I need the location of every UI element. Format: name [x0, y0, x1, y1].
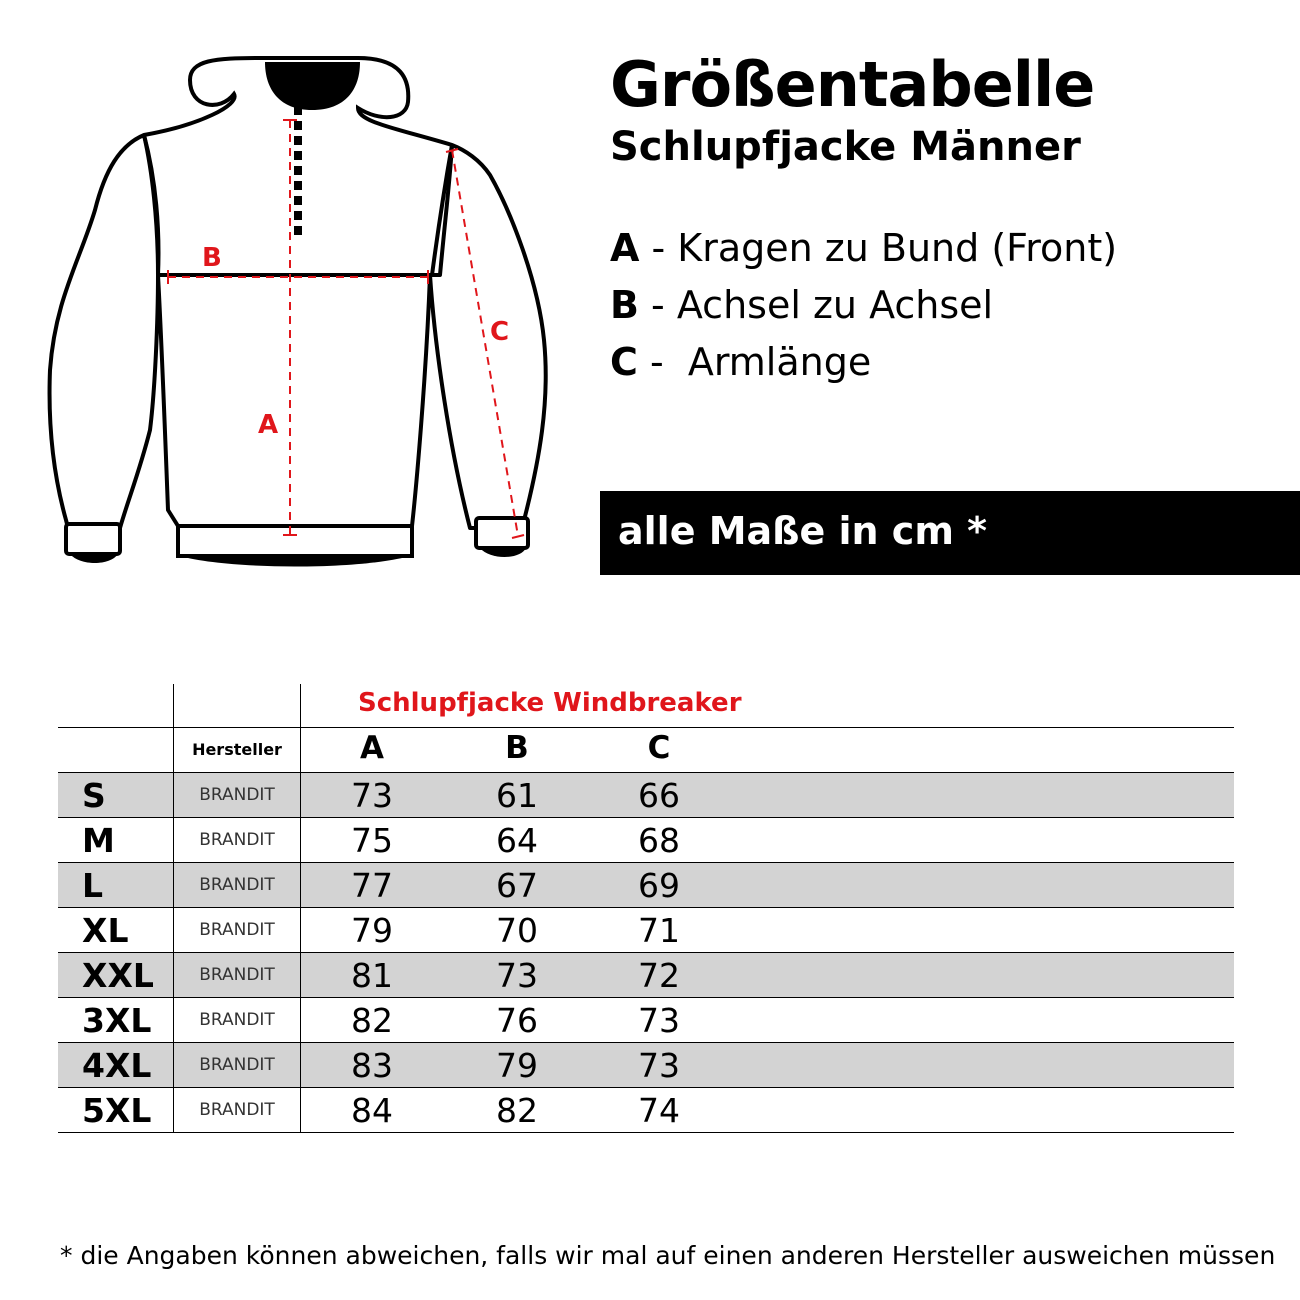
size-cell: M — [82, 821, 115, 860]
legend-sep: - — [638, 283, 677, 327]
table-row — [58, 863, 1234, 908]
maker-cell: BRANDIT — [199, 830, 275, 850]
size-cell: 3XL — [82, 1001, 152, 1040]
divider — [173, 684, 174, 1133]
maker-cell: BRANDIT — [199, 1055, 275, 1075]
legend-item-c — [610, 340, 871, 384]
value-c-cell: 71 — [638, 911, 680, 950]
maker-cell: BRANDIT — [199, 1010, 275, 1030]
units-banner — [600, 491, 1300, 575]
size-cell: XXL — [82, 956, 154, 995]
value-c-cell: 73 — [638, 1001, 680, 1040]
value-a-cell: 75 — [351, 821, 393, 860]
legend-sep: - — [639, 226, 678, 270]
value-c-cell: 69 — [638, 866, 680, 905]
maker-cell: BRANDIT — [199, 920, 275, 940]
size-cell: 4XL — [82, 1046, 152, 1085]
units-banner-text: alle Maße in cm * — [618, 509, 988, 553]
value-a-cell: 77 — [351, 866, 393, 905]
size-cell: S — [82, 776, 106, 815]
maker-cell: BRANDIT — [199, 1100, 275, 1120]
legend-key: A — [610, 226, 640, 270]
legend-item-b — [610, 283, 993, 327]
waistband — [178, 526, 412, 556]
size-table — [58, 684, 1234, 1134]
value-b-cell: 67 — [496, 866, 538, 905]
divider — [58, 1132, 1234, 1133]
table-group-title: Schlupfjacke Windbreaker — [358, 688, 742, 718]
table-row — [58, 998, 1234, 1043]
diagram-label-a: A — [258, 410, 279, 440]
value-b-cell: 76 — [496, 1001, 538, 1040]
size-cell: XL — [82, 911, 129, 950]
maker-cell: BRANDIT — [199, 875, 275, 895]
legend-key: B — [610, 283, 639, 327]
value-b-cell: 70 — [496, 911, 538, 950]
legend-item-a — [610, 226, 1117, 270]
table-row — [58, 818, 1234, 863]
maker-cell: BRANDIT — [199, 965, 275, 985]
value-c-cell: 72 — [638, 956, 680, 995]
diagram-label-b: B — [202, 243, 222, 273]
jacket-diagram — [40, 50, 560, 580]
footnote: * die Angaben können abweichen, falls wir mal auf einen anderen Hersteller ausweichen müssen — [60, 1241, 1276, 1270]
size-cell: 5XL — [82, 1091, 152, 1130]
left-cuff — [66, 524, 120, 554]
value-b-cell: 82 — [496, 1091, 538, 1130]
right-cuff — [476, 518, 528, 548]
legend-key: C — [610, 340, 638, 384]
size-cell: L — [82, 866, 104, 905]
table-row — [58, 908, 1234, 953]
column-header-c: C — [647, 730, 671, 766]
column-header-a: A — [360, 730, 384, 766]
value-a-cell: 83 — [351, 1046, 393, 1085]
legend-text: Kragen zu Bund (Front) — [677, 226, 1118, 270]
value-c-cell: 74 — [638, 1091, 680, 1130]
maker-column-header: Hersteller — [192, 740, 282, 759]
page-title: Größentabelle — [610, 48, 1095, 121]
column-header-b: B — [505, 730, 529, 766]
value-a-cell: 81 — [351, 956, 393, 995]
jacket-outline — [50, 135, 546, 528]
maker-cell: BRANDIT — [199, 785, 275, 805]
value-c-cell: 68 — [638, 821, 680, 860]
divider — [300, 684, 301, 1133]
value-b-cell: 64 — [496, 821, 538, 860]
legend-text: Achsel zu Achsel — [676, 283, 994, 327]
value-c-cell: 66 — [638, 776, 680, 815]
value-b-cell: 79 — [496, 1046, 538, 1085]
table-row — [58, 773, 1234, 818]
diagram-label-c: C — [490, 317, 510, 347]
value-c-cell: 73 — [638, 1046, 680, 1085]
legend-sep: - — [637, 340, 688, 384]
page-subtitle: Schlupfjacke Männer — [610, 124, 1081, 170]
value-b-cell: 61 — [496, 776, 538, 815]
table-row — [58, 1043, 1234, 1088]
value-a-cell: 79 — [351, 911, 393, 950]
legend-text: Armlänge — [687, 340, 872, 384]
value-a-cell: 73 — [351, 776, 393, 815]
table-row — [58, 953, 1234, 998]
value-b-cell: 73 — [496, 956, 538, 995]
table-row — [58, 1088, 1234, 1133]
value-a-cell: 84 — [351, 1091, 393, 1130]
divider — [58, 727, 1234, 728]
value-a-cell: 82 — [351, 1001, 393, 1040]
